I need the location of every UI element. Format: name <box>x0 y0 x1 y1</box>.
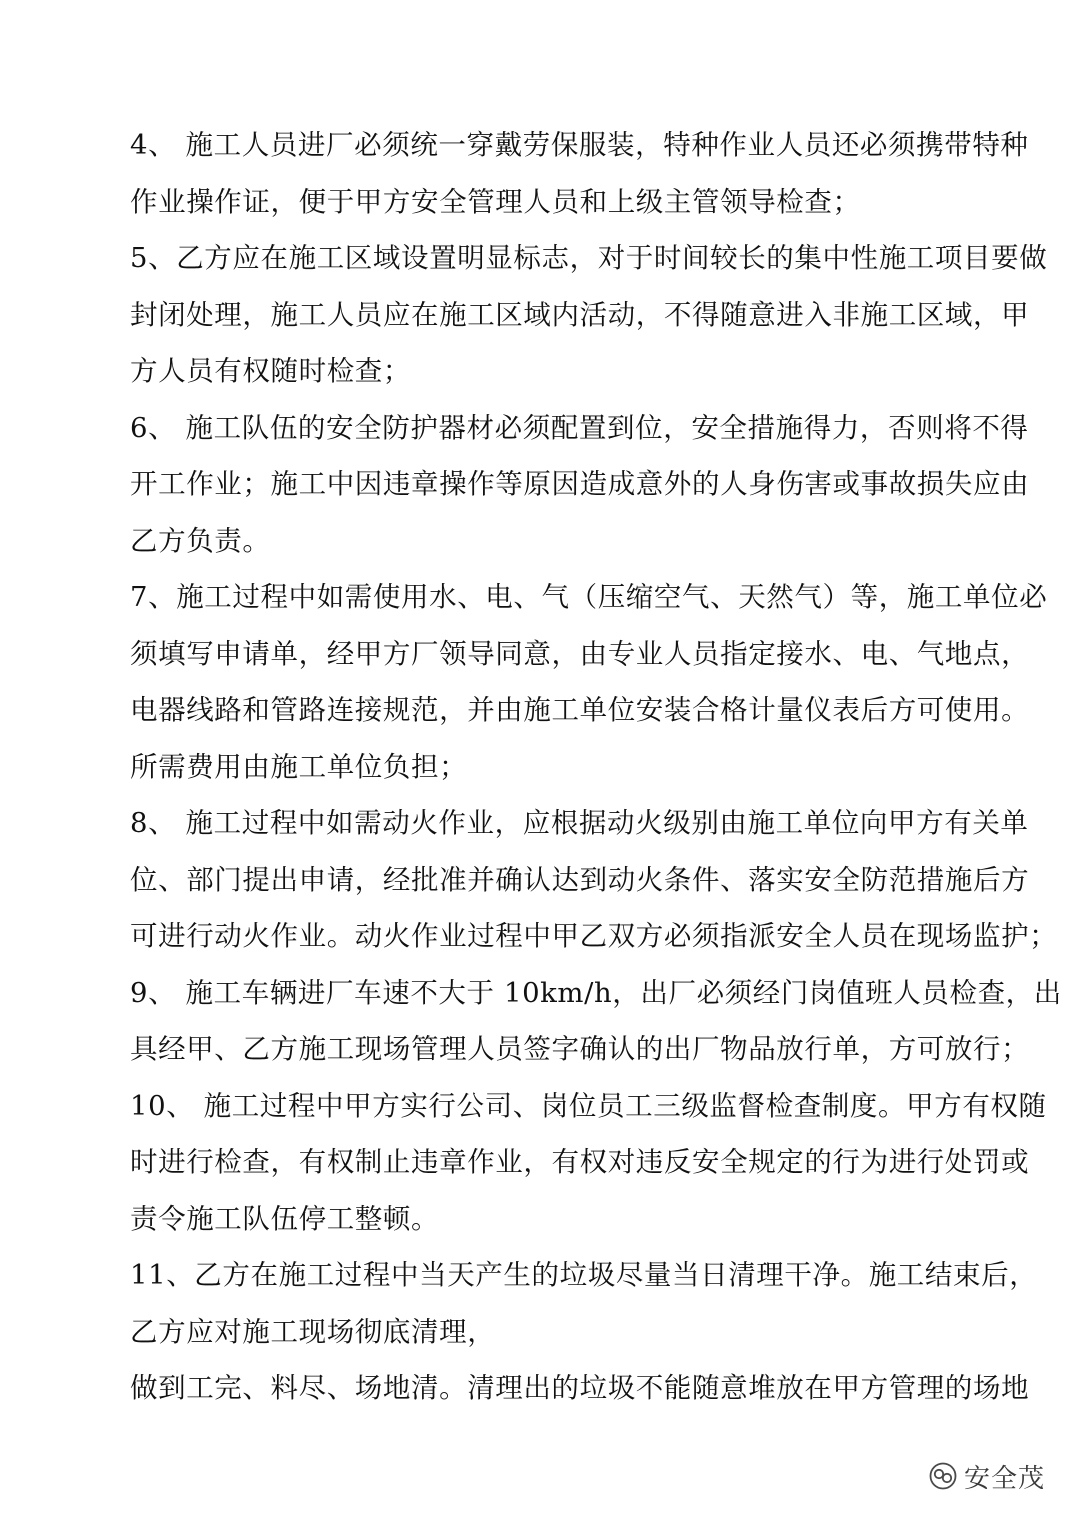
text-line: 可进行动火作业。动火作业过程中甲乙双方必须指派安全人员在现场监护； <box>130 920 1058 952</box>
text-line: 责令施工队伍停工整顿。 <box>130 1203 440 1235</box>
text-line: 7、施工过程中如需使用水、电、气（压缩空气、天然气）等，施工单位必 <box>130 581 1048 613</box>
text-line: 做到工完、料尽、场地清。清理出的垃圾不能随意堆放在甲方管理的场地 <box>130 1372 1030 1404</box>
text-line: 位、部门提出申请，经批准并确认达到动火条件、落实安全防范措施后方 <box>130 864 1030 896</box>
text-line: 5、乙方应在施工区域设置明显标志，对于时间较长的集中性施工项目要做 <box>130 242 1048 274</box>
text-line: 乙方应对施工现场彻底清理， <box>130 1316 496 1348</box>
text-line: 时进行检查，有权制止违章作业，有权对违反安全规定的行为进行处罚或 <box>130 1146 1030 1178</box>
text-line: 电器线路和管路连接规范，并由施工单位安装合格计量仪表后方可使用。 <box>130 694 1030 726</box>
text-line: 8、 施工过程中如需动火作业，应根据动火级别由施工单位向甲方有关单 <box>130 807 1029 839</box>
text-line: 10、 施工过程中甲方实行公司、岗位员工三级监督检查制度。甲方有权随 <box>130 1090 1047 1122</box>
text-line: 所需费用由施工单位负担； <box>130 751 468 783</box>
text-line: 4、 施工人员进厂必须统一穿戴劳保服装，特种作业人员还必须携带特种 <box>130 129 1029 161</box>
text-line: 6、 施工队伍的安全防护器材必须配置到位，安全措施得力，否则将不得 <box>130 412 1029 444</box>
text-line: 方人员有权随时检查； <box>130 355 411 387</box>
text-line: 须填写申请单，经甲方厂领导同意，由专业人员指定接水、电、气地点， <box>130 638 1030 670</box>
text-line: 作业操作证，便于甲方安全管理人员和上级主管领导检查； <box>130 186 861 218</box>
text-line: 具经甲、乙方施工现场管理人员签字确认的出厂物品放行单，方可放行； <box>130 1033 1030 1065</box>
text-line: 乙方负责。 <box>130 525 271 557</box>
watermark-text: 安全茂 <box>964 1463 1046 1494</box>
text-line: 开工作业；施工中因违章操作等原因造成意外的人身伤害或事故损失应由 <box>130 468 1030 500</box>
watermark <box>928 1456 1045 1496</box>
text-line: 封闭处理，施工人员应在施工区域内活动，不得随意进入非施工区域，甲 <box>130 299 1030 331</box>
text-line: 9、 施工车辆进厂车速不大于 10km/h，出厂必须经门岗值班人员检查，出 <box>130 977 1062 1009</box>
wechat-channel-icon <box>928 1461 958 1491</box>
text-line: 11、乙方在施工过程中当天产生的垃圾尽量当日清理干净。施工结束后， <box>130 1259 1038 1291</box>
